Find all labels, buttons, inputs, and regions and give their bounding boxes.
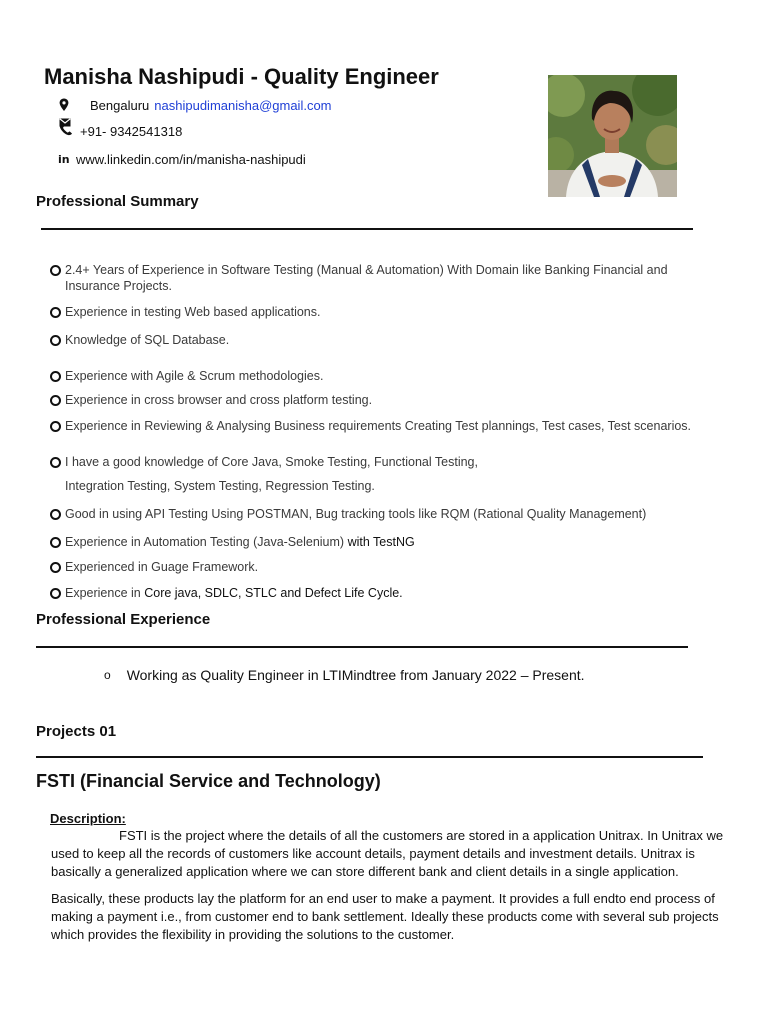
location-text: Bengaluru xyxy=(90,97,150,113)
professional-experience-heading: Professional Experience xyxy=(36,611,211,628)
summary-item: Experience in cross browser and cross platform testing. xyxy=(50,392,710,408)
summary-item: Experienced in Guage Framework. xyxy=(50,559,710,575)
bullet-ring-icon xyxy=(50,371,61,382)
projects-divider xyxy=(36,756,703,758)
summary-item: I have a good knowledge of Core Java, Smoke Testing, Functional Testing, xyxy=(50,454,710,470)
description-label: Description: xyxy=(50,811,126,826)
professional-summary-heading: Professional Summary xyxy=(36,193,199,210)
bullet-ring-icon xyxy=(50,395,61,406)
summary-item-continuation: Integration Testing, System Testing, Regression Testing. xyxy=(65,479,375,493)
summary-item: Experience in testing Web based applications. xyxy=(50,304,710,320)
bullet-ring-icon xyxy=(50,588,61,599)
profile-photo xyxy=(548,75,677,197)
linkedin-url[interactable]: www.linkedin.com/in/manisha-nashipudi xyxy=(76,151,306,167)
candidate-name: Manisha Nashipudi - Quality Engineer xyxy=(44,64,439,89)
bullet-ring-icon xyxy=(50,335,61,346)
summary-item: Experience with Agile & Scrum methodologies. xyxy=(50,368,710,384)
project-description-paragraph-2: Basically, these products lay the platform for an end user to make a payment. It provides a full endto end process of making a payment i.e., from customer end to bank settlement. Ideally these products come with several sub projects which provides the flexibility in providing the solutions to the customer. xyxy=(51,891,719,942)
email-link[interactable]: nashipudimanisha@gmail.com xyxy=(154,97,332,113)
phone-icon xyxy=(58,122,74,141)
linkedin-icon xyxy=(58,151,71,167)
summary-item: Experience in Core java, SDLC, STLC and Defect Life Cycle. xyxy=(50,585,710,601)
project-title: FSTI (Financial Service and Technology) xyxy=(36,771,381,791)
projects-heading: Projects 01 xyxy=(36,723,117,740)
bullet-ring-icon xyxy=(50,509,61,520)
experience-item: o Working as Quality Engineer in LTIMindtree from January 2022 – Present. xyxy=(104,667,585,683)
svg-text:in: in xyxy=(58,153,70,166)
contact-icons xyxy=(58,114,74,136)
summary-item: Knowledge of SQL Database. xyxy=(50,332,710,348)
summary-item: Experience in Automation Testing (Java-Selenium) with TestNG xyxy=(50,534,710,550)
bullet-ring-icon xyxy=(50,265,61,276)
bullet-ring-icon xyxy=(50,421,61,432)
location-line xyxy=(56,97,332,113)
location-pin-icon xyxy=(56,97,72,113)
bullet-circle-icon: o xyxy=(104,668,111,682)
summary-item: Good in using API Testing Using POSTMAN, Bug tracking tools like RQM (Rational Quality Management) xyxy=(50,506,710,522)
summary-item: 2.4+ Years of Experience in Software Testing (Manual & Automation) With Domain like Banking Financial and Insurance Projects. xyxy=(50,262,710,294)
bullet-ring-icon xyxy=(50,537,61,548)
experience-divider xyxy=(36,646,688,648)
phone-text: +91- 9342541318 xyxy=(80,124,183,139)
bullet-ring-icon xyxy=(50,562,61,573)
phone-line xyxy=(80,124,182,139)
summary-divider xyxy=(41,228,693,230)
bullet-ring-icon xyxy=(50,307,61,318)
linkedin-line xyxy=(58,151,306,167)
project-description-paragraph-1: FSTI is the project where the details of all the customers are stored in a application Unitrax. In Unitrax we used to keep all the records of customers like account details, payment details and investment details. Unitrax is basically a generalized application where we can store different bank and client details in a single application. xyxy=(51,828,724,879)
summary-item: Experience in Reviewing & Analysing Business requirements Creating Test plannings, Test cases, Test scenarios. xyxy=(50,418,730,434)
bullet-ring-icon xyxy=(50,457,61,468)
